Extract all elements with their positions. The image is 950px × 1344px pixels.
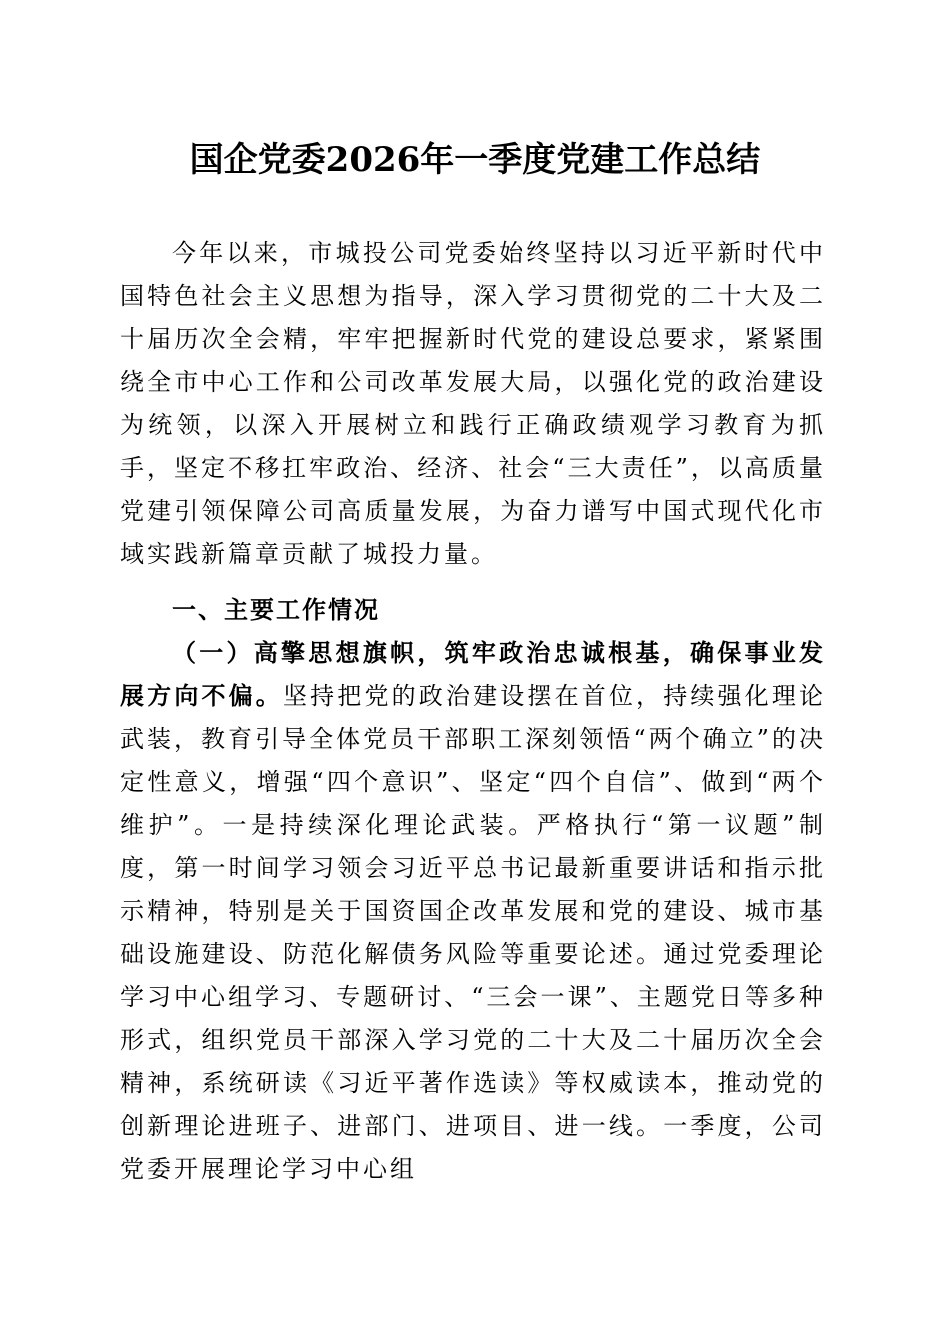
intro-paragraph: 今年以来，市城投公司党委始终坚持以习近平新时代中国特色社会主义思想为指导，深入学习贯彻党的二十大及二十届历次全会精，牢牢把握新时代党的建设总要求，紧紧围绕全市中心工作和公司改革发展大局，以强化党的政治建设为统领，以深入开展树立和践行正确政绩观学习教育为抓手，坚定不移扛牢政治、经济、社会“三大责任”，以高质量党建引领保障公司高质量发展，为奋力谱写中国式现代化市域实践新篇章贡献了城投力量。: [120, 239, 826, 568]
subsection-lead: （一）高擎思想旗帜，筑牢政治忠诚根基，确保事业发展方向不偏。: [120, 639, 826, 710]
subsection-paragraph: [120, 632, 826, 1191]
subsection-body: 坚持把党的政治建设摆在首位，持续强化理论武装，教育引导全体党员干部职工深刻领悟“两个确立”的决定性意义，增强“四个意识”、坚定“四个自信”、做到“两个维护”。一是持续深化理论武装。严格执行“第一议题”制度，第一时间学习领会习近平总书记最新重要讲话和指示批示精神，特别是关于国资国企改革发展和党的建设、城市基础设施建设、防范化解债务风险等重要论述。通过党委理论学习中心组学习、专题研讨、“三会一课”、主题党日等多种形式，组织党员干部深入学习党的二十大及二十届历次全会精神，系统研读《习近平著作选读》等权威读本，推动党的创新理论进班子、进部门、进项目、进一线。一季度，公司党委开展理论学习中心组: [120, 682, 827, 1183]
section-heading: 一、主要工作情况: [172, 596, 380, 624]
document-title: 国企党委2026年一季度党建工作总结: [189, 140, 761, 180]
